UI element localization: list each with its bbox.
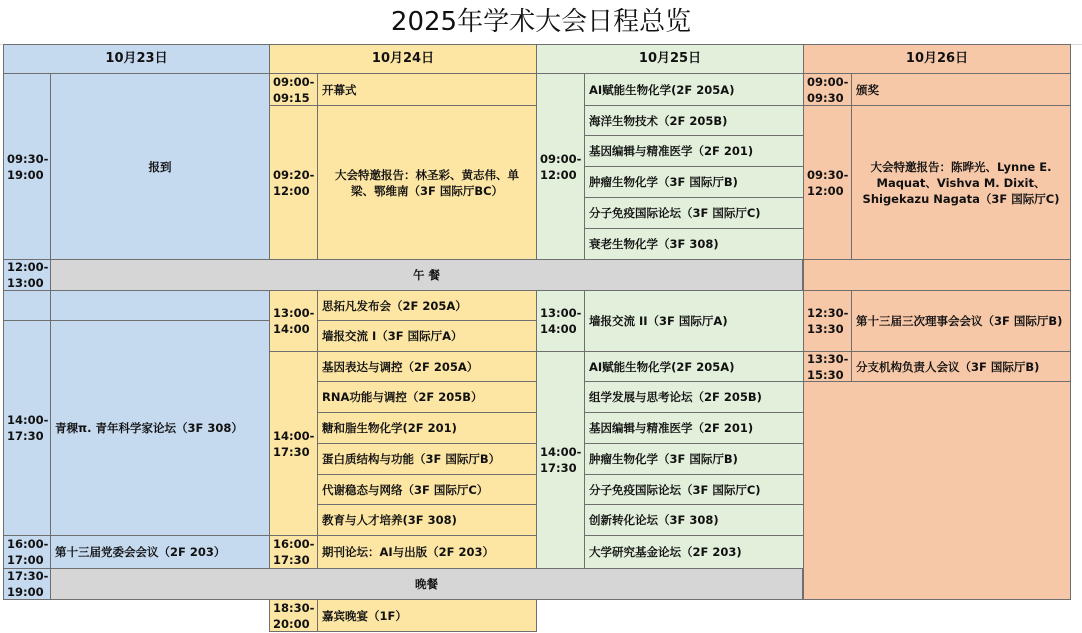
event-banquet: 嘉宾晚宴（1F）	[317, 599, 537, 632]
time-1023-forum: 14:00- 17:30	[3, 320, 51, 536]
empty-cell	[803, 381, 1071, 600]
session-1025-pm: 创新转化论坛（3F 308)	[584, 504, 804, 536]
time-1023-party: 16:00- 17:00	[3, 535, 51, 569]
time-1023-dinner: 17:30- 19:00	[3, 568, 51, 600]
time-1026-keynote: 09:30- 12:00	[803, 105, 852, 260]
event-youth-forum: 青稞π. 青年科学家论坛（3F 308）	[50, 320, 270, 536]
time-1023-checkin: 09:30- 19:00	[3, 73, 51, 260]
empty-cell	[50, 290, 270, 321]
session-1024: RNA功能与调控（2F 205B）	[317, 381, 537, 413]
session-1025-pm: 基因编辑与精准医学（2F 201)	[584, 412, 804, 444]
event-award: 颁奖	[851, 73, 1071, 106]
session-1025-am: 分子免疫国际论坛（3F 国际厅C)	[584, 197, 804, 229]
event-keynote-1024: 大会特邀报告：林圣彩、黄志伟、单梁、鄂维南（3F 国际厅BC）	[317, 105, 537, 260]
time-1025-poster: 13:00- 14:00	[536, 290, 585, 352]
session-1024: 基因表达与调控（2F 205A）	[317, 351, 537, 382]
header-day-1026: 10月26日	[803, 44, 1071, 74]
session-1025-pm: 大学研究基金论坛（2F 203)	[584, 535, 804, 569]
time-1026-branch: 13:30- 15:30	[803, 351, 852, 382]
event-cytiva-launch: 思拓凡发布会（2F 205A）	[317, 290, 537, 321]
session-1024: 代谢稳态与网络（3F 国际厅C）	[317, 474, 537, 505]
time-1023-lunch: 12:00- 13:00	[3, 259, 51, 291]
time-1024-banquet: 18:30- 20:00	[269, 599, 318, 632]
header-day-1024: 10月24日	[269, 44, 537, 74]
event-journal-forum: 期刊论坛：AI与出版（2F 203）	[317, 535, 537, 569]
session-1025-am: 海洋生物技术（2F 205B)	[584, 105, 804, 136]
event-keynote-1026: 大会特邀报告：陈晔光、Lynne E. Maquat、Vishva M. Dixit、Shigekazu Nagata（3F 国际厅C)	[851, 105, 1071, 260]
event-poster-2: 墙报交流 II（3F 国际厅A)	[584, 290, 804, 352]
dinner-bar: 晚餐	[50, 568, 803, 600]
session-1025-pm: AI赋能生物化学(2F 205A)	[584, 351, 804, 382]
session-1025-pm: 分子免疫国际论坛（3F 国际厅C)	[584, 474, 804, 505]
page-title: 2025年学术大会日程总览	[0, 0, 1082, 45]
event-poster-1: 墙报交流 I（3F 国际厅A）	[317, 320, 537, 352]
event-checkin: 报到	[50, 73, 270, 260]
event-branch-meeting: 分支机构负责人会议（3F 国际厅B)	[851, 351, 1071, 382]
event-opening: 开幕式	[317, 73, 537, 106]
empty-cell	[3, 290, 51, 321]
time-1024-sessions: 14:00- 17:30	[269, 351, 318, 536]
session-1025-am: 基因编辑与精准医学（2F 201)	[584, 135, 804, 167]
session-1024: 蛋白质结构与功能（3F 国际厅B）	[317, 443, 537, 475]
lunch-bar: 午 餐	[50, 259, 803, 291]
time-1024-keynote: 09:20- 12:00	[269, 105, 318, 260]
session-1025-am: 肿瘤生物化学（3F 国际厅B)	[584, 166, 804, 198]
session-1025-am: AI赋能生物化学(2F 205A)	[584, 73, 804, 106]
session-1024: 糖和脂生物化学(2F 201)	[317, 412, 537, 444]
time-1025-pm: 14:00- 17:30	[536, 351, 585, 569]
header-day-1023: 10月23日	[3, 44, 270, 74]
session-1025-pm: 组学发展与思考论坛（2F 205B)	[584, 381, 804, 413]
session-1025-am: 衰老生物化学（3F 308)	[584, 228, 804, 260]
session-1024: 教育与人才培养(3F 308)	[317, 504, 537, 536]
time-1026-award: 09:00- 09:30	[803, 73, 852, 106]
event-council-meeting: 第十三届三次理事会会议（3F 国际厅B)	[851, 290, 1071, 352]
time-1024-journal: 16:00- 17:30	[269, 535, 318, 569]
time-1026-council: 12:30- 13:30	[803, 290, 852, 352]
session-1025-pm: 肿瘤生物化学（3F 国际厅B)	[584, 443, 804, 475]
header-day-1025: 10月25日	[536, 44, 804, 74]
time-1024-poster: 13:00- 14:00	[269, 290, 318, 352]
time-1024-opening: 09:00- 09:15	[269, 73, 318, 106]
time-1025-am: 09:00- 12:00	[536, 73, 585, 260]
event-party-meeting: 第十三届党委会会议（2F 203）	[50, 535, 270, 569]
lunch-cell-1026	[803, 259, 1071, 291]
